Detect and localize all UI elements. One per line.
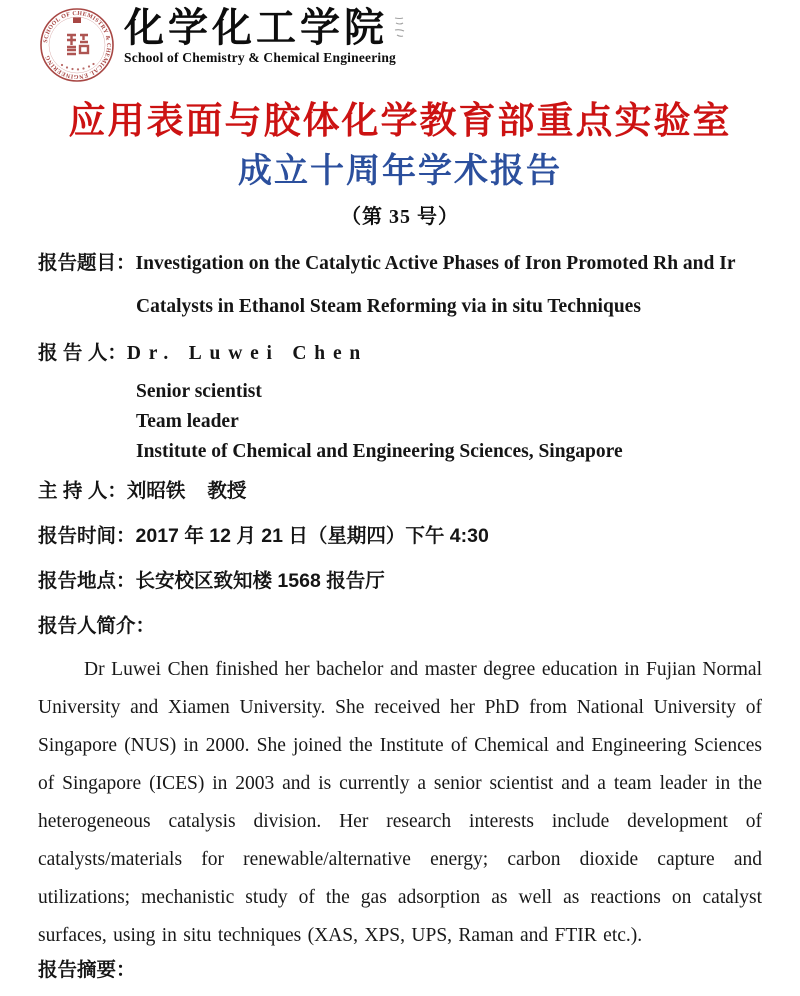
seal-bottom-text-marks [61, 63, 95, 71]
speaker-affiliation-row [38, 440, 762, 464]
host-label: 主 持 人： [38, 480, 127, 502]
speaker-title-1: Senior scientist [136, 381, 262, 402]
topic-row-continued [38, 295, 762, 319]
host-name: 刘昭铁 [126, 480, 186, 502]
topic-line1: Investigation on the Catalytic Active Phases of Iron Promoted Rh and Ir [135, 253, 736, 274]
seal-top-cartouche [73, 18, 81, 24]
bio-section-label [38, 614, 762, 638]
host-row [38, 479, 762, 503]
speaker-label: 报 告 人： [38, 342, 127, 364]
topic-row [38, 251, 762, 276]
issue-number: （第 35 号） [341, 206, 459, 228]
seal-emblem [67, 35, 88, 54]
venue-label: 报告地点： [38, 570, 136, 592]
time-value: 2017 年 12 月 21 日（星期四）下午 4:30 [135, 525, 489, 547]
calligraphy-signature-mark [392, 15, 406, 41]
topic-label: 报告题目： [38, 252, 136, 274]
school-name-zh: 化学化工学院 [124, 5, 388, 50]
venue-row [38, 569, 762, 593]
speaker-title-row [38, 380, 762, 404]
time-label: 报告时间： [38, 525, 136, 547]
school-name-en: School of Chemistry & Chemical Engineering [124, 50, 397, 65]
speaker-biography: Dr Luwei Chen finished her bachelor and master degree education in Fujian Normal University and Xiamen University. She received her PhD from National University of Singapore (NUS) in 2000. She joined the Institute of Chemical and Engineering Sciences of Singapore (ICES) in 2003 and is currently a senior scientist and a team leader in the heterogeneous catalysis division. Her research interests include development of catalysts/materials for renewable/alternative energy; carbon dioxide capture and utilizations; mechanistic study of the gas adsorption as well as reactions on catalyst surfaces, using in situ techniques (XAS, XPS, UPS, Raman and FTIR etc.). [38, 659, 762, 946]
abstract-section-label [38, 958, 762, 982]
speaker-name: Dr. Luwei Chen [126, 343, 369, 364]
header [38, 6, 762, 84]
time-row [38, 524, 762, 548]
bio-label: 报告人简介： [38, 615, 156, 637]
speaker-title-2: Team leader [136, 411, 239, 432]
host-title: 教授 [207, 480, 247, 502]
lab-title: 应用表面与胶体化学教育部重点实验室 [68, 100, 732, 141]
speaker-row [38, 341, 762, 366]
abstract-label: 报告摘要： [38, 959, 136, 981]
school-seal-svg [38, 6, 116, 84]
school-seal-icon [38, 6, 116, 84]
speaker-affiliation: Institute of Chemical and Engineering Sciences, Singapore [136, 441, 623, 462]
topic-line2: Catalysts in Ethanol Steam Reforming via in situ Techniques [136, 296, 641, 317]
venue-value: 长安校区致知楼 1568 报告厅 [135, 570, 385, 592]
event-title: 成立十周年学术报告 [238, 152, 562, 190]
school-brand [124, 6, 406, 66]
seal-ring-text: SCHOOL OF CHEMISTRY & CHEMICAL ENGINEERING [43, 10, 112, 80]
speaker-title-row [38, 410, 762, 434]
